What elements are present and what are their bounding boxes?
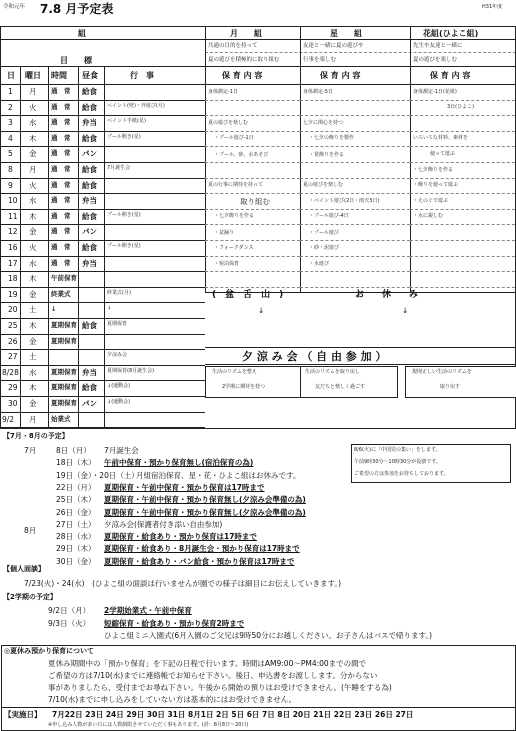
- row-lunch: 弁当: [82, 367, 97, 377]
- note-tsuki-0: 身体測定-1日: [208, 89, 238, 95]
- row-divider: [0, 349, 205, 350]
- note-hoshi-1: 七夕に関心を持つ: [303, 120, 344, 126]
- row-divider: [0, 271, 205, 272]
- goals-label: 目 標: [60, 56, 92, 65]
- row-day: 1: [8, 87, 13, 96]
- row-lunch: 給食: [82, 243, 97, 252]
- row-weekday: 木: [29, 321, 37, 330]
- row-divider: [0, 162, 205, 163]
- note-hoshi-7: ・プール遊び: [309, 230, 339, 236]
- content-divider: [410, 287, 515, 288]
- note-hoshi-4: 夏の遊びを楽しむ: [303, 182, 344, 188]
- holiday-banner: お 休 み: [355, 290, 419, 300]
- row-day: 20: [8, 305, 18, 315]
- row-day: 8/28: [2, 367, 19, 377]
- row-time: 通 常: [51, 118, 71, 127]
- content-divider: [410, 131, 515, 132]
- content-divider: [410, 146, 515, 147]
- row-divider: [0, 240, 205, 241]
- content-divider: [205, 240, 300, 241]
- row-day: 19: [8, 289, 18, 299]
- schedule-date: 28日（水）: [56, 532, 96, 542]
- content-divider: [410, 256, 515, 257]
- row-divider: [0, 115, 205, 116]
- note-hoshi-2: ・七夕の飾りを製作: [309, 135, 355, 141]
- row-time: 始業式: [51, 414, 71, 423]
- row-time: 通 常: [51, 149, 71, 158]
- bon-arrow: ↓: [258, 306, 265, 315]
- note-hana-3: 使って遊ぶ: [430, 151, 456, 157]
- row-divider: [0, 146, 205, 147]
- row-event: 7月誕生会: [107, 165, 131, 171]
- row-divider: [0, 100, 205, 101]
- row-time: 夏期保育: [51, 336, 77, 345]
- schedule-date: 8日（月）: [56, 446, 91, 455]
- row-day: 12: [8, 227, 18, 237]
- row-event: プール開き(星): [107, 133, 141, 140]
- content-divider: [300, 256, 410, 257]
- summer-care-heading: ◎夏休み預かり保育について: [4, 647, 94, 655]
- schedule-date: 19日（金）・20日（土）: [56, 470, 139, 480]
- row-day: 9: [8, 180, 13, 190]
- row-lunch: 給食: [82, 87, 97, 96]
- content-divider: [300, 209, 410, 210]
- row-weekday: 水: [29, 196, 37, 206]
- note-hoshi-5: ・ペイント遊び(2日・雨天3日): [309, 198, 380, 204]
- row-weekday: 月: [29, 87, 37, 96]
- row-divider: [0, 256, 205, 257]
- row-divider: [0, 365, 205, 366]
- summer-hoshi-2: 友だちと楽しく過ごす: [315, 384, 366, 390]
- row-time: 午前保育: [51, 274, 77, 283]
- care-footnote: ※申し込み人数が多い日には人数制限させていただく事もあります。(詳：8月8日〜20日): [48, 722, 249, 728]
- row-day: 11: [8, 211, 18, 221]
- content-divider: [410, 271, 515, 272]
- note-tsuki-5: ・七夕飾りを作る: [214, 213, 255, 219]
- bon-banner: ( 盆 舌 山 ): [212, 290, 284, 300]
- row-weekday: 火: [29, 102, 37, 112]
- notice-line-3: ご希望の方は参加をお待ちしております。: [354, 471, 449, 477]
- content-divider: [410, 240, 515, 241]
- notice-line-2: 午前9時30分〜10時30分が役割です。: [354, 459, 441, 465]
- row-event: 夏期保育: [107, 321, 128, 327]
- dates-label: 【実施日】: [4, 710, 42, 719]
- page-title: 7.8 月予定表: [40, 2, 114, 16]
- row-day: 8: [8, 165, 13, 174]
- col-content-hoshi: 保 育 内 容: [320, 71, 361, 80]
- goal-hoshi-1: 友達と一緒に夏の遊びや: [303, 43, 364, 49]
- row-event: ↓(運動会): [107, 383, 131, 390]
- schedule-date: 25日（木）: [56, 495, 96, 505]
- row-event: ペイント(壁)・外遊び(月): [107, 102, 165, 109]
- row-weekday: 水: [29, 118, 37, 128]
- row-time: 通 常: [51, 211, 71, 220]
- row-event: プール開き(星): [107, 211, 141, 218]
- row-divider: [0, 224, 205, 225]
- notice-line-1: 8/6(火)に「中国児の集い」をします。: [354, 447, 441, 453]
- content-divider: [300, 162, 410, 163]
- content-divider: [205, 287, 300, 288]
- schedule-text: 夏期保育・午前中保育・預かり保育無し(夕涼み会準備の為): [104, 495, 306, 505]
- row-day: 9/2: [2, 414, 15, 424]
- row-event: ペイント手紙(星): [107, 118, 146, 125]
- content-divider: [410, 193, 515, 194]
- schedule-text: 7月誕生会: [104, 446, 139, 455]
- row-day: 27: [8, 352, 18, 362]
- row-divider: [0, 302, 205, 303]
- col-lunch: 昼食: [82, 71, 98, 80]
- summer-tsuki-1: 生活のリズムを整え: [212, 369, 257, 375]
- content-divider: [300, 271, 410, 272]
- row-divider: [0, 287, 205, 288]
- row-weekday: 月: [29, 414, 37, 424]
- row-lunch: パン: [82, 227, 97, 237]
- col-day: 日: [7, 71, 15, 80]
- row-lunch: 給食: [82, 383, 97, 393]
- row-weekday: 月: [29, 165, 37, 174]
- row-lunch: 弁当: [82, 258, 97, 268]
- note-tsuki-3: ・プール、砂、水あそび: [214, 152, 269, 158]
- row-event: ↓(運動会): [107, 399, 131, 405]
- row-time: 通 常: [51, 165, 71, 173]
- content-divider: [205, 146, 300, 147]
- interview-heading: 【個人面談】: [3, 565, 45, 573]
- row-weekday: 水: [29, 258, 37, 268]
- goal-hana-2: 夏の遊びを楽しむ: [413, 57, 458, 63]
- row-day: 17: [8, 258, 18, 268]
- row-time: 通 常: [51, 87, 71, 95]
- row-weekday: 火: [29, 243, 37, 252]
- row-day: 16: [8, 243, 18, 252]
- content-divider: [410, 162, 515, 163]
- content-divider: [300, 100, 410, 101]
- note-tsuki-7: ・フォークダンス: [214, 245, 254, 251]
- schedule-text: 月組宿泊保育、星・花・ひよこ組はお休みです。: [136, 470, 301, 480]
- row-lunch: 給食: [82, 133, 97, 143]
- row-lunch: 給食: [82, 165, 97, 174]
- center-note: 取り組む: [240, 197, 270, 206]
- content-divider: [205, 162, 300, 163]
- summer-hana-1: 規則正しい生活のリズムを: [412, 369, 472, 375]
- schedule-text: 夏期保育・給食あり・預かり保育は17時まで: [104, 532, 257, 542]
- row-time: 通 常: [51, 227, 71, 236]
- content-divider: [300, 131, 410, 132]
- care-dates: 7月22日 23日 24日 29日 30日 31日 8月1日 2日 5日 6日 7日 8日 20日 21日 22日 23日 26日 27日: [52, 710, 414, 719]
- note-hana-4: ・七夕飾りを作る: [413, 167, 454, 173]
- schedule-date: 27日（土）: [56, 519, 96, 529]
- row-weekday: 金: [29, 149, 37, 159]
- note-hoshi-9: ・水遊び: [309, 261, 330, 267]
- summer-care-line-2: ご希望の方は7/10(水)までに連絡帳でお知らせ下さい。後日、申込書をお渡しします。分からない: [48, 671, 378, 680]
- row-event: 終業式(月): [107, 289, 131, 296]
- row-divider: [0, 396, 205, 397]
- note-hoshi-0: 身体測定-5日: [303, 89, 333, 95]
- content-divider: [205, 178, 300, 179]
- row-day: 18: [8, 274, 18, 284]
- row-weekday: 水: [29, 367, 37, 377]
- row-lunch: 給食: [82, 180, 97, 190]
- row-lunch: 弁当: [82, 118, 97, 128]
- schedule-date: 29日（木）: [56, 544, 96, 554]
- row-time: 夏期保育: [51, 383, 77, 392]
- summer-tsuki-2: 2学期に期待を持つ: [222, 384, 266, 390]
- content-divider: [205, 256, 300, 257]
- row-day: 25: [8, 321, 18, 330]
- col-content-hana: 保 育 内 容: [430, 71, 471, 80]
- content-divider: [300, 178, 410, 179]
- row-time: 通 常: [51, 133, 71, 142]
- class-heading: 組: [78, 29, 86, 38]
- content-divider: [300, 193, 410, 194]
- month-8-label: 8月: [24, 526, 37, 535]
- row-event: 夏期保育(8月誕生会): [107, 367, 155, 374]
- row-day: 5: [8, 149, 13, 159]
- row-divider: [0, 412, 205, 413]
- row-time: 夏期保育: [51, 399, 77, 407]
- row-time: 夏期保育: [51, 367, 77, 376]
- row-time: ↓: [51, 305, 57, 314]
- schedule-text: 夏期保育・給食あり・8月誕生会・預かり保育は17時まで: [104, 544, 300, 554]
- summer-hana-2: 取り戻す: [440, 384, 461, 390]
- row-time: 通 常: [51, 243, 71, 251]
- term2-heading: 【2学期の予定】: [3, 593, 57, 601]
- year-code: H31年度: [482, 4, 503, 10]
- term2-date: 9/3日（火）: [48, 618, 91, 628]
- content-divider: [410, 100, 515, 101]
- content-divider: [300, 287, 410, 288]
- row-weekday: 木: [29, 211, 37, 221]
- schedule-text: 夏期保育・午前中保育・預かり保育無し(夕涼み会準備の為): [104, 507, 306, 517]
- content-divider: [205, 115, 300, 116]
- row-day: 26: [8, 336, 18, 346]
- row-lunch: 給食: [82, 321, 97, 330]
- note-hoshi-6: ・プール遊び-4日: [309, 213, 349, 219]
- note-hoshi-8: ・砂・泥遊び: [309, 245, 340, 251]
- goal-hoshi-2: 行事を楽しむ: [303, 57, 337, 63]
- row-divider: [0, 178, 205, 179]
- row-time: 通 常: [51, 258, 71, 267]
- schedule-text: 午前中保育・預かり保育無し(宿泊保育の為): [104, 458, 254, 468]
- schedule-text: 夏期保育・午前中保育・預かり保育は17時まで: [104, 482, 265, 492]
- note-tsuki-8: ・宿泊保育: [214, 261, 240, 267]
- row-day: 30: [8, 399, 18, 408]
- class-hana: 花組(ひよこ組): [423, 29, 479, 38]
- content-divider: [205, 100, 300, 101]
- class-tsuki: 月 組: [230, 29, 262, 38]
- summer-care-line-4: 7/10(水)までに申し込みをしていない方は基本的にはお受けできません。: [48, 695, 297, 704]
- row-event: プール開き(星): [107, 243, 141, 249]
- row-divider: [0, 318, 205, 319]
- content-divider: [205, 224, 300, 225]
- row-weekday: 金: [29, 399, 37, 408]
- note-hana-5: ・飾りを使って遊ぶ: [413, 182, 459, 188]
- note-tsuki-2: ・プール遊び-1日: [214, 135, 254, 141]
- month-7-label: 7月: [24, 446, 37, 455]
- summer-hoshi-1: 生活のリズムを取り戻し: [305, 369, 360, 375]
- goal-tsuki-1: 共通の目的を持って: [208, 43, 258, 49]
- schedule-date: 22日（月）: [56, 482, 96, 492]
- row-time: 通 常: [51, 102, 71, 111]
- note-hana-1: 3日(ひよこ): [447, 104, 475, 110]
- row-weekday: 木: [29, 274, 37, 284]
- row-divider: [0, 209, 205, 210]
- schedule-date: 26日（金）: [56, 507, 96, 517]
- row-weekday: 木: [29, 133, 37, 143]
- summer-care-line-1: 夏休み期間中の「預かり保育」を下記の日程で行います。時間はAM9:00〜PM4:00までの間で: [48, 659, 367, 668]
- content-divider: [410, 178, 515, 179]
- row-divider: [0, 380, 205, 381]
- row-day: 3: [8, 118, 13, 128]
- term2-text: 2学期始業式・午前中保育: [104, 606, 192, 615]
- row-day: 4: [8, 133, 13, 143]
- term2-text: ひよこ組ミニ入園式(6月入園のご父兄は9時50分にお越しください。お子さんはバスで帰ります。): [104, 631, 433, 640]
- col-event: 行 事: [130, 71, 154, 80]
- content-divider: [300, 115, 410, 116]
- row-lunch: 給食: [82, 102, 97, 112]
- row-weekday: 金: [29, 289, 37, 299]
- row-day: 29: [8, 383, 18, 393]
- schedule-date: 18日（木）: [56, 458, 96, 468]
- schedule-text: 夕涼み会(保護者付き添い自由参加): [104, 519, 223, 529]
- content-divider: [410, 115, 515, 116]
- term2-text: 短縮保育・給食あり・預かり保育2時まで: [104, 618, 245, 628]
- row-divider: [0, 334, 205, 335]
- row-time: 終業式: [51, 289, 71, 298]
- col-content-tsuki: 保 育 内 容: [222, 71, 263, 80]
- row-time: 夏期保育: [51, 321, 77, 329]
- content-divider: [205, 209, 300, 210]
- row-time: 通 常: [51, 180, 71, 189]
- schedule-text: 夏期保育・給食あり・パン給食・預かり保育は17時まで: [104, 556, 295, 566]
- content-divider: [410, 209, 515, 210]
- goal-hana-1: 先生や友達と一緒に: [413, 43, 463, 49]
- row-weekday: 金: [29, 336, 37, 346]
- row-lunch: 弁当: [82, 196, 97, 206]
- term2-date: 9/2日（月）: [48, 606, 91, 615]
- row-weekday: 金: [29, 227, 37, 237]
- holiday-arrow: ↓: [402, 306, 409, 315]
- note-hoshi-3: ・笹飾りを作る: [309, 152, 345, 158]
- row-lunch: パン: [82, 399, 97, 408]
- col-weekday: 曜日: [25, 71, 41, 80]
- row-divider: [0, 193, 205, 194]
- yusuzumi-banner: 夕 涼 み 会 （ 自 由 参 加 ）: [242, 350, 387, 363]
- note-hana-0: 身体測定-1日(花組): [413, 89, 457, 95]
- schedule-date: 30日（金）: [56, 556, 96, 566]
- goal-tsuki-2: 夏の遊びを積極的に取り組む: [208, 57, 280, 63]
- content-divider: [300, 240, 410, 241]
- row-lunch: 給食: [82, 211, 97, 221]
- content-divider: [205, 271, 300, 272]
- note-hana-6: ・えのぐで遊ぶ: [413, 198, 449, 204]
- row-time: 通 常: [51, 196, 71, 205]
- summer-care-line-3: 事がありましたら、受付までお尋ね下さい。午後から開始の預りはお受けできません。(午睡をする為): [48, 683, 392, 692]
- note-hana-7: ・水に親しむ: [413, 213, 444, 219]
- class-hoshi: 星 組: [330, 29, 362, 38]
- row-weekday: 火: [29, 180, 37, 190]
- row-weekday: 土: [29, 305, 37, 315]
- note-tsuki-1: 夏の遊びを楽しむ: [208, 120, 249, 126]
- row-day: 2: [8, 102, 13, 112]
- row-event: 夕涼み会: [107, 352, 128, 359]
- row-weekday: 土: [29, 352, 37, 362]
- row-lunch: パン: [82, 149, 97, 159]
- col-time: 時間: [51, 71, 67, 80]
- content-divider: [205, 131, 300, 132]
- row-divider: [0, 131, 205, 132]
- content-divider: [410, 224, 515, 225]
- content-divider: [205, 193, 300, 194]
- note-tsuki-4: 夏の行事に期待を持って: [208, 182, 264, 188]
- interview-text: 7/23(火)・24(水) (ひよこ組の面談は行いませんが園での様子は細目にお伝えしていきます。): [24, 579, 342, 588]
- row-weekday: 木: [29, 383, 37, 393]
- schedule-heading: 【7月・8月の予定】: [3, 432, 69, 440]
- note-tsuki-6: ・盆踊り: [214, 230, 235, 236]
- content-divider: [300, 146, 410, 147]
- era-label: 令和元年: [3, 4, 26, 10]
- row-event: ↓: [107, 305, 112, 312]
- content-divider: [300, 224, 410, 225]
- note-hana-2: いろいろな材料、素材を: [413, 135, 469, 141]
- row-day: 10: [8, 196, 18, 206]
